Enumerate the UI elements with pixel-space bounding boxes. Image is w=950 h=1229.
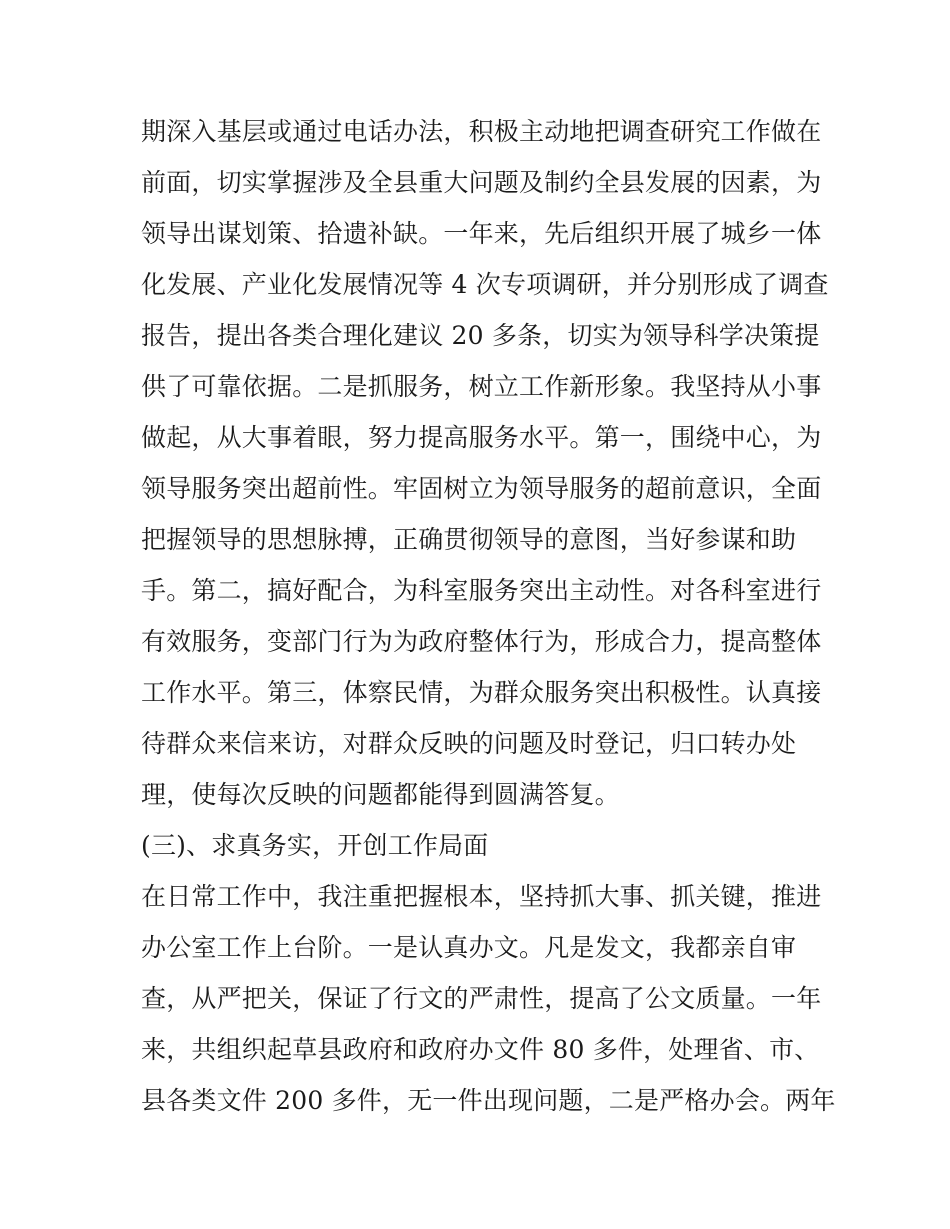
text-line: 来，共组织起草县政府和政府办文件 80 多件，处理省、市、 (141, 1035, 820, 1064)
text-line: 县各类文件 200 多件，无一件出现问题，二是严格办会。两年 (141, 1086, 836, 1115)
text-line: 领导出谋划策、拾遗补缺。一年来，先后组织开展了城乡一体 (141, 219, 822, 248)
text-line: 查，从严把关，保证了行文的严肃性，提高了公文质量。一年 (141, 984, 822, 1013)
text-line: 期深入基层或通过电话办法，积极主动地把调查研究工作做在 (141, 117, 822, 146)
text-line: 办公室工作上台阶。一是认真办文。凡是发文，我都亲自审 (141, 933, 797, 962)
text-line: 在日常工作中，我注重把握根本，坚持抓大事、抓关键，推进 (141, 882, 822, 911)
text-line: 供了可靠依据。二是抓服务，树立工作新形象。我坚持从小事 (141, 372, 822, 401)
text-line: 待群众来信来访，对群众反映的问题及时登记，归口转办处 (141, 729, 797, 758)
text-line: 把握领导的思想脉搏，正确贯彻领导的意图，当好参谋和助 (141, 525, 797, 554)
text-line: 手。第二，搞好配合，为科室服务突出主动性。对各科室进行 (141, 576, 822, 605)
text-line: 领导服务突出超前性。牢固树立为领导服务的超前意识，全面 (141, 474, 822, 503)
text-line: 有效服务，变部门行为为政府整体行为，形成合力，提高整体 (141, 627, 822, 656)
text-line: 前面，切实掌握涉及全县重大问题及制约全县发展的因素，为 (141, 168, 822, 197)
text-line: 化发展、产业化发展情况等 4 次专项调研，并分别形成了调查 (141, 270, 829, 299)
text-line: 做起，从大事着眼，努力提高服务水平。第一，围绕中心，为 (141, 423, 822, 452)
text-line: 工作水平。第三，体察民情，为群众服务突出积极性。认真接 (141, 678, 822, 707)
body-text (141, 106, 836, 1126)
text-line: 理，使每次反映的问题都能得到圆满答复。 (141, 780, 620, 809)
section-heading: (三)、求真务实，开创工作局面 (141, 831, 489, 860)
text-line: 报告，提出各类合理化建议 20 多条，切实为领导科学决策提 (141, 321, 820, 350)
